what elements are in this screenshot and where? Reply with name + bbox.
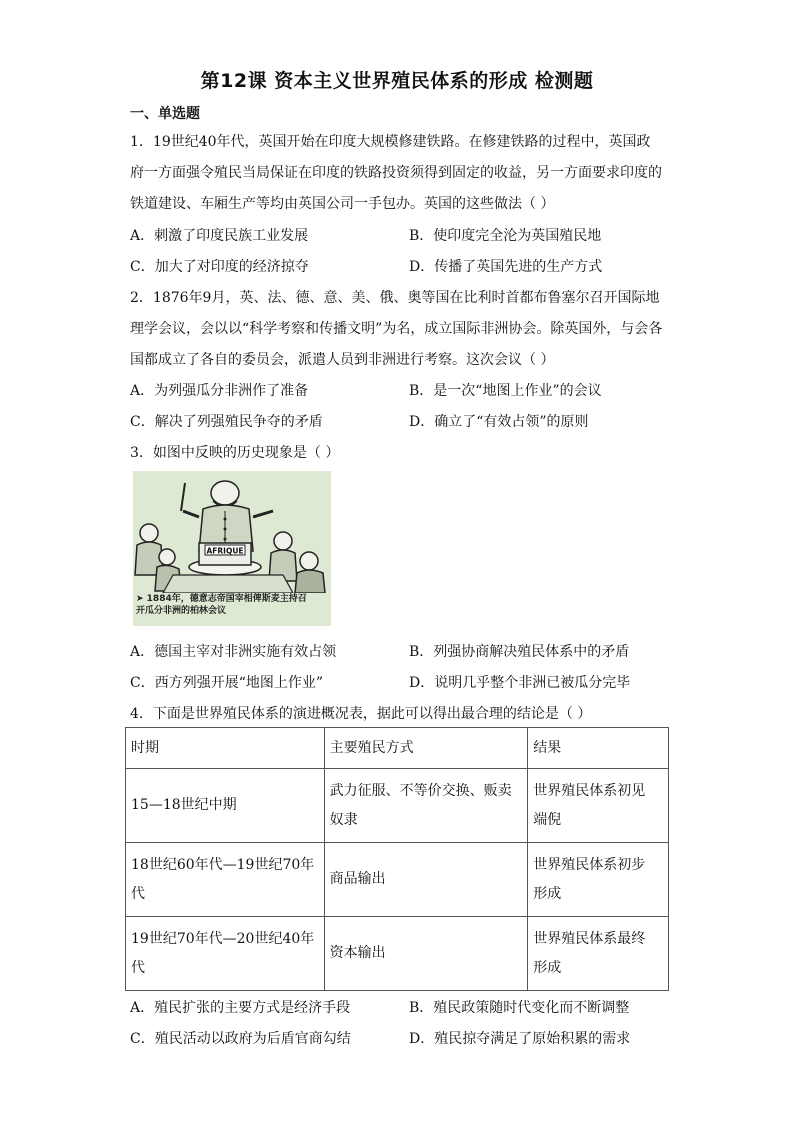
table-cell-period: 18世纪60年代—19世纪70年 代 [126,843,325,917]
q1-line-1: 1．19世纪40年代，英国开始在印度大规模修建铁路。在修建铁路的过程中，英国政 [130,134,651,150]
table-cell-result: 世界殖民体系初步 形成 [528,843,669,917]
q1-option-d: D．传播了英国先进的生产方式 [409,259,603,275]
table-row [126,769,669,843]
q2-line-1: 2．1876年9月，英、法、德、意、美、俄、奥等国在比利时首都布鲁塞尔召开国际地 [130,290,660,306]
q2-option-b: B．是一次“地图上作业”的会议 [409,383,602,399]
cake-sign: AFRIQUE [206,546,244,556]
q3-option-d: D．说明几乎整个非洲已被瓜分完毕 [409,675,631,691]
table-header: 时期 [126,728,325,769]
q1-line-3: 铁道建设、车厢生产等均由英国公司一手包办。英国的这些做法（ ） [130,196,555,212]
table-cell-result: 世界殖民体系初见 端倪 [528,769,669,843]
table-row [126,917,669,991]
q2-option-d: D．确立了“有效占领”的原则 [409,414,589,430]
table-header: 主要殖民方式 [324,728,528,769]
cartoon-illustration [133,471,331,593]
q2-option-a: A．为列强瓜分非洲作了准备 [130,383,309,399]
colonial-system-table [125,727,669,991]
caption-line-1: ➤ 1884年，德意志帝国宰相俾斯麦主持召 [136,594,307,604]
figure-caption [136,593,307,617]
section-heading: 一、单选题 [130,106,200,122]
table-cell-result: 世界殖民体系最终 形成 [528,917,669,991]
q2-line-2: 理学会议，会以以“科学考察和传播文明”为名，成立国际非洲协会。除英国外，与会各 [130,321,663,337]
q4-option-a: A．殖民扩张的主要方式是经济手段 [130,1000,351,1016]
caption-line-2: 开瓜分非洲的柏林会议 [136,606,227,616]
table-cell-method: 资本输出 [324,917,528,991]
q2-line-3: 国都成立了各自的委员会，派遣人员到非洲进行考察。这次会议（ ） [130,352,555,368]
q1-option-b: B．使印度完全沦为英国殖民地 [409,228,602,244]
table-cell-period: 19世纪70年代—20世纪40年 代 [126,917,325,991]
table-header: 结果 [528,728,669,769]
q3-option-a: A．德国主宰对非洲实施有效占领 [130,644,337,660]
table-cell-method: 商品输出 [324,843,528,917]
q3-option-b: B．列强协商解决殖民体系中的矛盾 [409,644,630,660]
q3-line-1: 3．如图中反映的历史现象是（ ） [130,445,340,461]
q4-line-1: 4．下面是世界殖民体系的演进概况表，据此可以得出最合理的结论是（ ） [130,706,592,722]
table-row [126,843,669,917]
table-cell-method: 武力征服、不等价交换、贩卖 奴隶 [324,769,528,843]
q1-option-a: A．刺激了印度民族工业发展 [130,228,309,244]
q4-option-d: D．殖民掠夺满足了原始积累的需求 [409,1031,631,1047]
q4-option-b: B．殖民政策随时代变化而不断调整 [409,1000,630,1016]
berlin-conference-cartoon [133,471,331,626]
table-header-row [126,728,669,769]
q1-line-2: 府一方面强令殖民当局保证在印度的铁路投资须得到固定的收益，另一方面要求印度的 [130,165,662,181]
q2-option-c: C．解决了列强殖民争夺的矛盾 [130,414,323,430]
q4-option-c: C．殖民活动以政府为后盾官商勾结 [130,1031,351,1047]
table-cell-period: 15—18世纪中期 [126,769,325,843]
page-title: 第12课 资本主义世界殖民体系的形成 检测题 [200,70,594,92]
q3-option-c: C．西方列强开展“地图上作业” [130,675,324,691]
q1-option-c: C．加大了对印度的经济掠夺 [130,259,309,275]
